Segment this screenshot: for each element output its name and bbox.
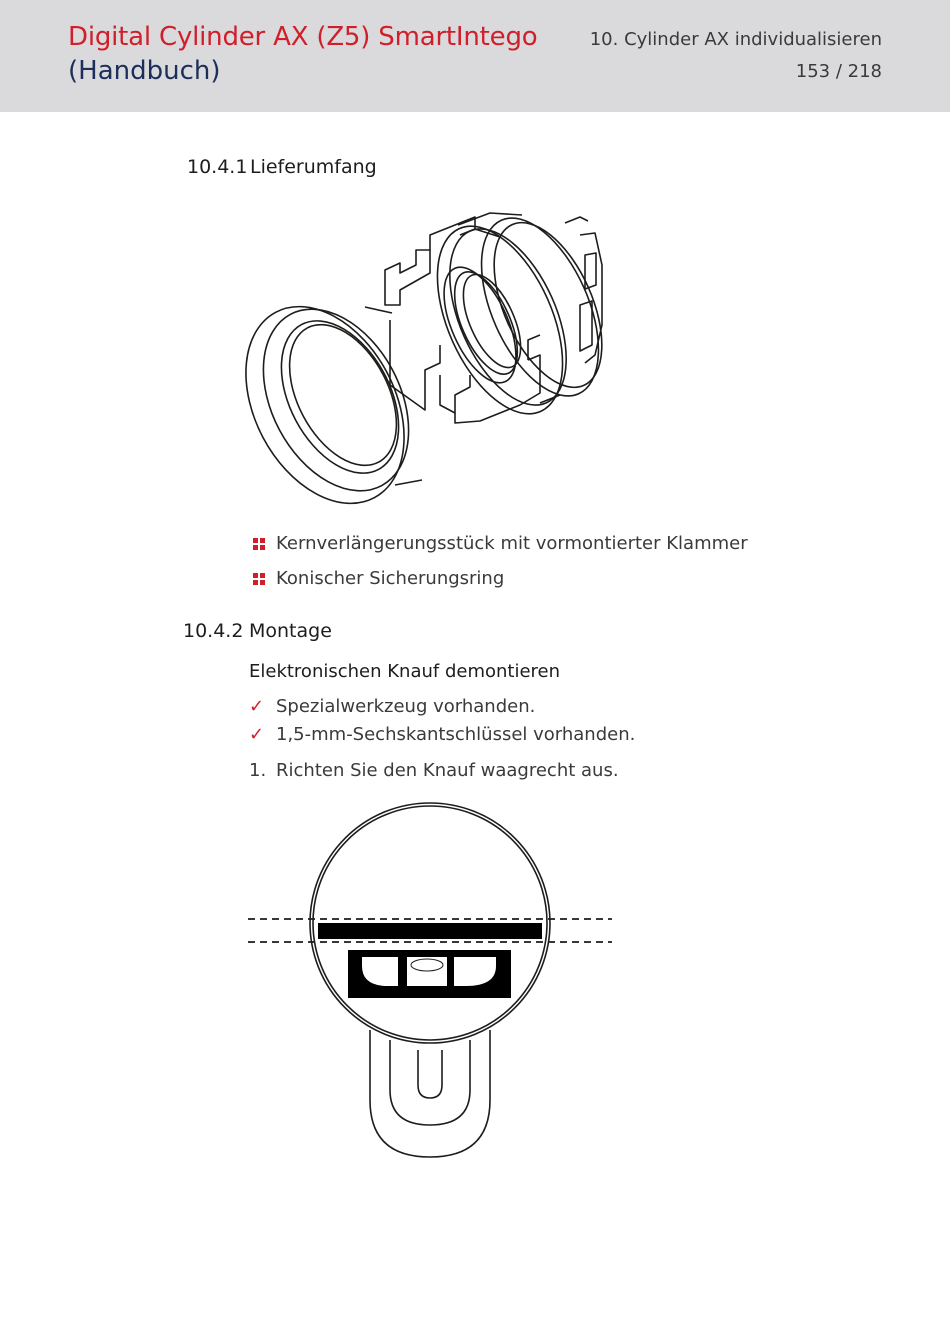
- step-text: Richten Sie den Knauf waagrecht aus.: [276, 760, 619, 781]
- spirit-level-vial: [348, 950, 511, 998]
- list-item-text: Konischer Sicherungsring: [276, 568, 505, 589]
- checkmark-icon: ✓: [249, 724, 265, 745]
- level-bar: [318, 923, 542, 939]
- section-title: Lieferumfang: [250, 156, 377, 178]
- document-subtitle: (Handbuch): [68, 56, 221, 86]
- checkmark-icon: ✓: [249, 696, 265, 717]
- knob-alignment-illustration: [240, 800, 620, 1165]
- section-title: Montage: [249, 620, 332, 642]
- step-number: 1.: [249, 760, 267, 781]
- knob-stem-drawing: [370, 1030, 490, 1157]
- chapter-title: 10. Cylinder AX individualisieren: [589, 29, 882, 50]
- procedure-subheading: Elektronischen Knauf demontieren: [249, 661, 561, 682]
- page-header: [0, 0, 950, 112]
- red-four-square-bullet-icon: [253, 538, 265, 550]
- red-four-square-bullet-icon: [253, 573, 265, 585]
- list-item-text: Kernverlängerungsstück mit vormontierter Klammer: [276, 533, 748, 554]
- section-heading-montage: [183, 620, 332, 642]
- prerequisite-text: Spezialwerkzeug vorhanden.: [276, 696, 536, 717]
- core-extension-illustration: [240, 195, 640, 515]
- section-heading-lieferumfang: [187, 156, 377, 178]
- section-number: 10.4.1: [187, 156, 248, 178]
- section-number: 10.4.2: [183, 620, 244, 642]
- document-title: Digital Cylinder AX (Z5) SmartIntego: [68, 22, 538, 52]
- page-number: 153 / 218: [795, 61, 882, 82]
- prerequisite-text: 1,5-mm-Sechskantschlüssel vorhanden.: [276, 724, 636, 745]
- extension-body-drawing: [385, 201, 624, 433]
